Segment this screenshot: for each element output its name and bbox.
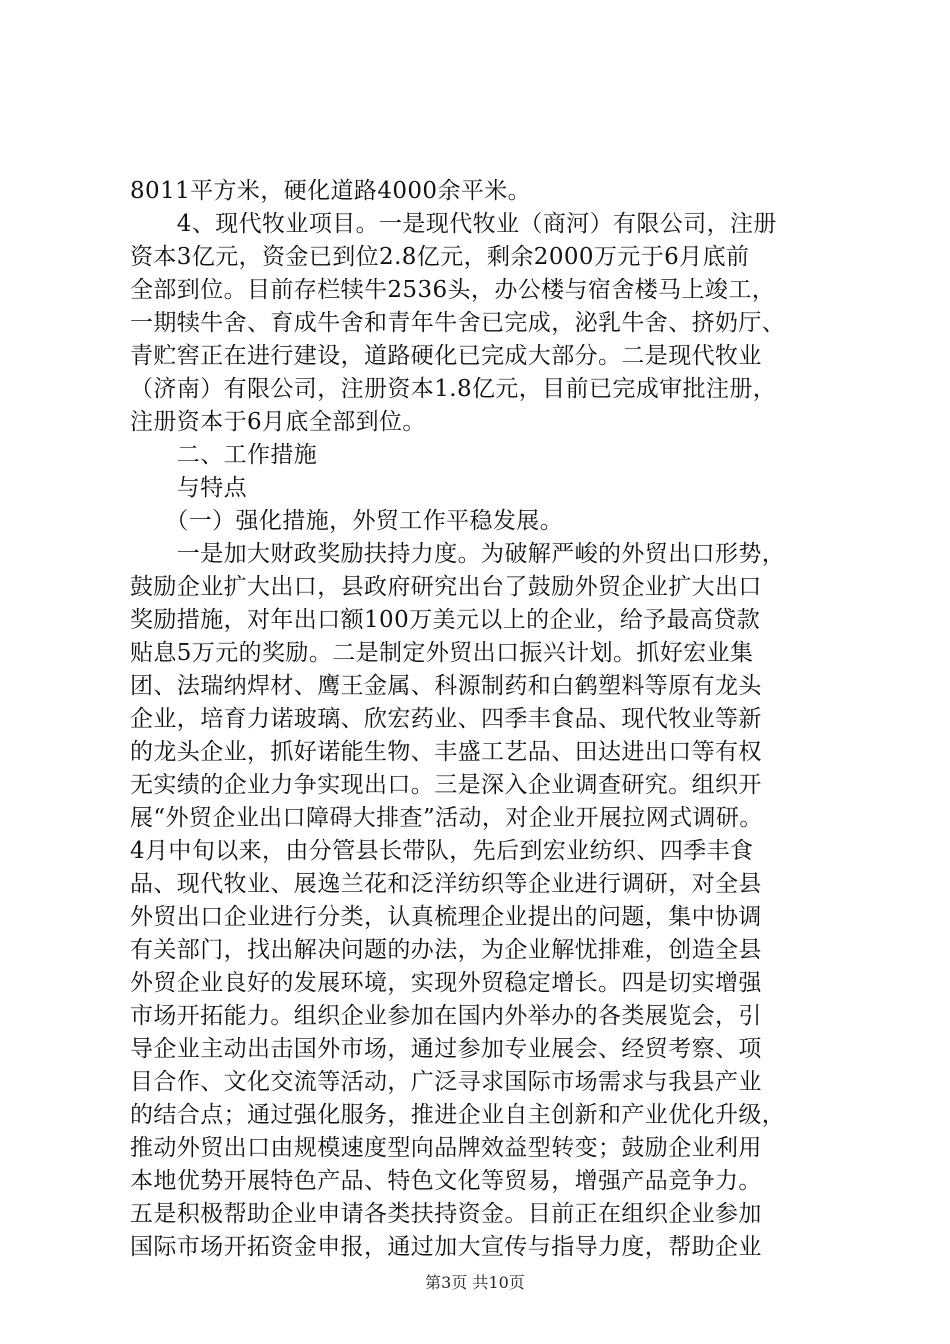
text-line: 五是积极帮助企业申请各类扶持资金。目前正在组织企业参加 [130, 1201, 762, 1227]
text-line: 的龙头企业，抓好诺能生物、丰盛工艺品、田达进出口等有权 [130, 739, 762, 765]
text-line: 一是加大财政奖励扶持力度。为破解严峻的外贸出口形势， [130, 541, 786, 567]
text-line: 本地优势开展特色产品、特色文化等贸易，增强产品竞争力。 [130, 1168, 762, 1194]
text-line: 目合作、文化交流等活动，广泛寻求国际市场需求与我县产业 [130, 1069, 762, 1095]
text-line: 无实绩的企业力争实现出口。三是深入企业调查研究。组织开 [130, 772, 762, 798]
text-line: 资本3亿元，资金已到位2.8亿元，剩余2000万元于6月底前 [130, 244, 750, 270]
text-line: 推动外贸出口由规模速度型向品牌效益型转变；鼓励企业利用 [130, 1135, 762, 1161]
subsection-heading: （一）强化措施，外贸工作平稳发展。 [130, 508, 564, 534]
text-line: 全部到位。目前存栏犊牛2536头，办公楼与宿舍楼马上竣工， [130, 277, 776, 303]
text-line: 企业，培育力诺玻璃、欣宏药业、四季丰食品、现代牧业等新 [130, 706, 762, 732]
text-line: 导企业主动出击国外市场，通过参加专业展会、经贸考察、项 [130, 1036, 762, 1062]
text-line: 外贸企业良好的发展环境，实现外贸稳定增长。四是切实增强 [130, 970, 762, 996]
text-line: 外贸出口企业进行分类，认真梳理企业提出的问题，集中协调 [130, 904, 762, 930]
text-line: （济南）有限公司，注册资本1.8亿元，目前已完成审批注册， [130, 376, 777, 402]
text-line: 4月中旬以来，由分管县长带队，先后到宏业纺织、四季丰食 [130, 838, 754, 864]
text-line: 奖励措施，对年出口额100万美元以上的企业，给予最高贷款 [130, 607, 761, 633]
text-line: 一期犊牛舍、育成牛舍和青年牛舍已完成，泌乳牛舍、挤奶厅、 [130, 310, 786, 336]
text-line: 展“外贸企业出口障碍大排查”活动，对企业开展拉网式调研。 [130, 805, 763, 831]
page-number-footer: 第3页 共10页 [425, 1273, 525, 1292]
text-line: 贴息5万元的奖励。二是制定外贸出口振兴计划。抓好宏业集 [130, 640, 754, 666]
text-line: 市场开拓能力。组织企业参加在国内外举办的各类展览会，引 [130, 1003, 762, 1029]
text-line: 青贮窖正在进行建设，道路硬化已完成大部分。二是现代牧业 [130, 343, 762, 369]
text-line: 注册资本于6月底全部到位。 [130, 409, 426, 435]
text-line: 团、法瑞纳焊材、鹰王金属、科源制药和白鹤塑料等原有龙头 [130, 673, 762, 699]
text-line: 国际市场开拓资金申报，通过加大宣传与指导力度，帮助企业 [130, 1234, 762, 1260]
text-line: 的结合点；通过强化服务，推进企业自主创新和产业优化升级， [130, 1102, 786, 1128]
section-heading-continued: 与特点 [130, 475, 247, 501]
text-line: 有关部门，找出解决问题的办法，为企业解忧排难，创造全县 [130, 937, 762, 963]
text-line: 8011平方米，硬化道路4000余平米。 [130, 178, 532, 204]
text-line: 4、现代牧业项目。一是现代牧业（商河）有限公司，注册 [130, 211, 777, 237]
text-line: 品、现代牧业、展逸兰花和泛洋纺织等企业进行调研，对全县 [130, 871, 762, 897]
section-heading: 二、工作措施 [130, 442, 318, 468]
text-line: 鼓励企业扩大出口，县政府研究出台了鼓励外贸企业扩大出口 [130, 574, 762, 600]
